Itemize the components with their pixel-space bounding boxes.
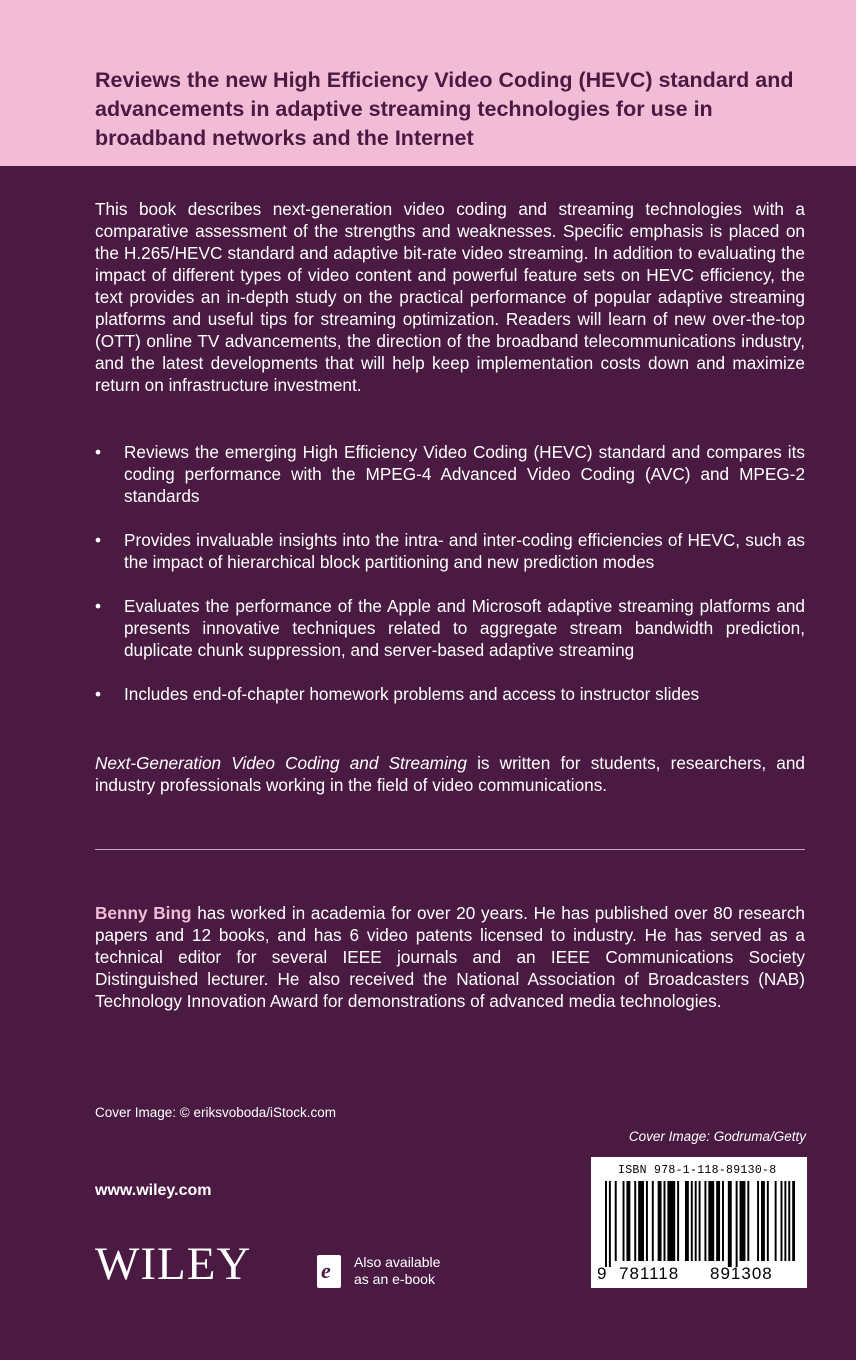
barcode-bar [615,1181,617,1261]
barcode-digits-left: 781118 [619,1264,680,1283]
barcode-bar [638,1181,644,1261]
author-bio-text: has worked in academia for over 20 years. He has published over 80 research papers and 12 books, and has 6 video patents licensed to industry. He has served as a technical editor for several IEEE journals and an IEEE Communications Society Distinguished lecturer. He also received the National Association of Broadcasters (NAB) Technology Innovation Award for demonstrations of advanced media technologies. [95,903,805,1011]
barcode-bar [767,1181,769,1261]
author-name: Benny Bing [95,903,192,923]
barcode-bar [740,1181,746,1261]
barcode-bar [605,1181,607,1267]
barcode-bar [695,1181,697,1261]
barcode-bar [736,1181,738,1267]
bullet-icon: • [95,684,102,704]
cover-credit-2: Cover Image: Godruma/Getty [628,1129,806,1144]
ebook-note-line1: Also available [354,1254,441,1270]
barcode-digits-right: 891308 [710,1264,773,1283]
barcode-bar [685,1181,689,1261]
description-intro: This book describes next-generation video coding and streaming technologies with a comparative assessment of the strengths and weaknesses. Specific emphasis is placed on the H.265/HEVC standard and adaptive bit-rate video streaming. In addition to evaluating the impact of different types of video content and powerful feature sets on HEVC efficiency, the text provides an in-depth study on the practical performance of popular adaptive streaming platforms and useful tips for streaming optimization. Readers will learn of new over-the-top (OTT) online TV advancements, the direction of the broadband telecommunications industry, and the latest developments that will help keep implementation costs down and maximize return on infrastructure investment. [95,199,805,395]
barcode-bar [728,1181,732,1267]
wiley-logo: WILEY [95,1238,252,1290]
isbn-label: ISBN 978-1-118-89130-8 [618,1164,777,1177]
barcode-bar [775,1181,777,1261]
barcode-bar [699,1181,701,1261]
isbn-barcode [591,1157,807,1288]
barcode-bar [781,1181,783,1261]
barcode-bar [677,1181,679,1261]
feature-text: Reviews the emerging High Efficiency Video Coding (HEVC) standard and compares its coding performance with the MPEG-4 Advanced Video Coding (AVC) and MPEG-2 standards [124,442,805,506]
barcode-bar [626,1181,630,1261]
ebook-glyph: e [321,1258,331,1283]
barcode-bar [664,1181,666,1261]
section-divider [95,849,805,850]
barcode-digit-first: 9 [597,1264,607,1283]
barcode-bar [788,1181,790,1261]
headline: Reviews the new High Efficiency Video Coding (HEVC) standard and advancements in adaptive streaming technologies for use in broadband networks and the Internet [95,68,794,150]
barcode-bar [691,1181,693,1261]
barcode-bar [609,1181,611,1267]
ebook-icon [317,1255,341,1288]
barcode-bar [747,1181,749,1261]
barcode-bar [667,1181,675,1261]
bullet-icon: • [95,530,102,550]
feature-item [95,441,805,507]
barcode-bar [784,1181,786,1261]
feature-text: Includes end-of-chapter homework problems and access to instructor slides [124,684,700,704]
feature-list [95,441,805,727]
bullet-icon: • [95,596,102,616]
publisher-url[interactable]: www.wiley.com [95,1182,212,1199]
barcode-bar [658,1181,662,1261]
ebook-note [354,1254,464,1288]
cover-credit-1: Cover Image: © eriksvoboda/iStock.com [95,1105,337,1120]
audience-text: is written for students, researchers, and industry professionals working in the field of video communications. [95,753,805,795]
barcode-bar [757,1181,759,1261]
barcode-bar [652,1181,654,1261]
author-bio [95,902,805,1012]
barcode-bar [623,1181,625,1261]
feature-text: Evaluates the performance of the Apple and Microsoft adaptive streaming platforms and presents innovative techniques related to aggregate stream bandwidth prediction, duplicate chunk suppression, and server-based adaptive streaming [124,596,805,660]
feature-item [95,683,805,705]
ebook-note-line2: as an e-book [354,1271,435,1287]
barcode-bar [722,1181,724,1261]
bullet-icon: • [95,442,102,462]
barcode-bar [634,1181,636,1261]
audience-statement [95,752,805,796]
barcode-bar [792,1181,795,1261]
feature-item [95,529,805,573]
barcode-bar [646,1181,648,1261]
barcode-bars [605,1181,795,1267]
barcode-bar [704,1181,706,1261]
book-title: Next-Generation Video Coding and Streaming [95,753,467,773]
barcode-bar [716,1181,720,1261]
barcode-bar [761,1181,765,1261]
feature-item [95,595,805,661]
barcode-bar [708,1181,714,1261]
feature-text: Provides invaluable insights into the intra- and inter-coding efficiencies of HEVC, such as the impact of hierarchical block partitioning and new prediction modes [124,530,805,572]
